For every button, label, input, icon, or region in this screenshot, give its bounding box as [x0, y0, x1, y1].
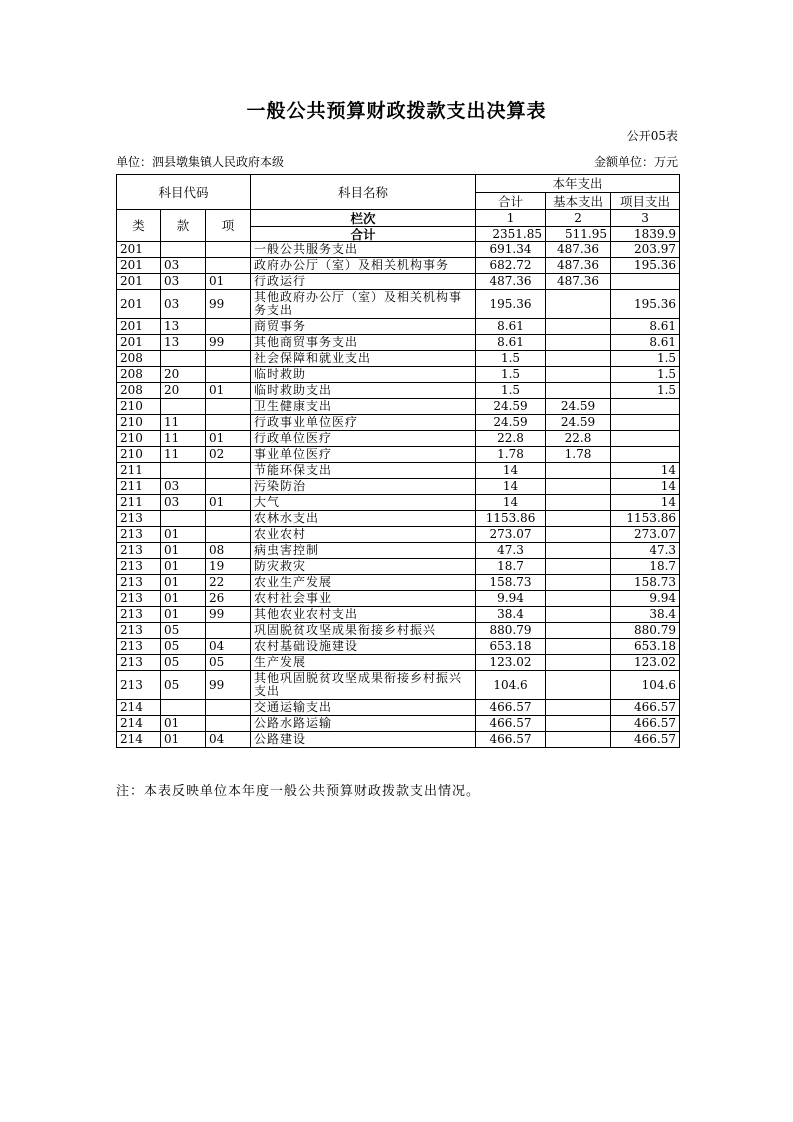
- name-cell: 卫生健康支出: [251, 399, 476, 415]
- basic-cell: [546, 655, 611, 671]
- project-cell: 1.5: [611, 383, 680, 399]
- kuan-cell: 05: [161, 671, 206, 700]
- project-cell: 158.73: [611, 575, 680, 591]
- xiang-cell: 01: [206, 431, 251, 447]
- xiang-cell: [206, 463, 251, 479]
- table-row: [117, 431, 680, 447]
- kuan-cell: 01: [161, 591, 206, 607]
- basic-cell: [546, 383, 611, 399]
- total-cell: 682.72: [476, 258, 546, 274]
- table-row: [117, 479, 680, 495]
- lei-cell: 201: [117, 335, 161, 351]
- total-cell: 880.79: [476, 623, 546, 639]
- name-cell: 行政事业单位医疗: [251, 415, 476, 431]
- basic-cell: [546, 716, 611, 732]
- basic-cell: [546, 639, 611, 655]
- total-cell: 18.7: [476, 559, 546, 575]
- project-cell: 1.5: [611, 351, 680, 367]
- lei-cell: 213: [117, 527, 161, 543]
- xiang-cell: 04: [206, 732, 251, 748]
- total-cell: 24.59: [476, 415, 546, 431]
- basic-cell: 487.36: [546, 242, 611, 258]
- xiang-cell: 99: [206, 607, 251, 623]
- basic-cell: [546, 367, 611, 383]
- xiang-cell: [206, 258, 251, 274]
- xiang-cell: 22: [206, 575, 251, 591]
- table-row: [117, 274, 680, 290]
- lei-cell: 201: [117, 258, 161, 274]
- total-cell: 1153.86: [476, 511, 546, 527]
- name-cell: 其他农业农村支出: [251, 607, 476, 623]
- col-index-3: 3: [611, 210, 680, 227]
- lei-cell: 213: [117, 575, 161, 591]
- xiang-cell: 05: [206, 655, 251, 671]
- table-row: [117, 511, 680, 527]
- table-row: [117, 383, 680, 399]
- header-project: 项目支出: [611, 193, 680, 210]
- total-cell: 8.61: [476, 335, 546, 351]
- xiang-cell: [206, 242, 251, 258]
- kuan-cell: 01: [161, 543, 206, 559]
- kuan-cell: 03: [161, 274, 206, 290]
- xiang-cell: [206, 351, 251, 367]
- table-row: [117, 415, 680, 431]
- page-title: 一般公共预算财政拨款支出决算表: [246, 100, 547, 122]
- project-cell: 195.36: [611, 258, 680, 274]
- name-cell: 行政单位医疗: [251, 431, 476, 447]
- project-cell: [611, 274, 680, 290]
- lei-cell: 211: [117, 479, 161, 495]
- xiang-cell: 19: [206, 559, 251, 575]
- total-cell: 1.5: [476, 383, 546, 399]
- total-cell: 466.57: [476, 732, 546, 748]
- lei-cell: 210: [117, 415, 161, 431]
- lei-cell: 213: [117, 623, 161, 639]
- col-index-2: 2: [546, 210, 611, 227]
- basic-cell: [546, 319, 611, 335]
- kuan-cell: 01: [161, 607, 206, 623]
- total-cell: 273.07: [476, 527, 546, 543]
- name-cell: 农业农村: [251, 527, 476, 543]
- name-cell: 交通运输支出: [251, 700, 476, 716]
- xiang-cell: [206, 367, 251, 383]
- total-cell: 1.5: [476, 351, 546, 367]
- kuan-cell: 05: [161, 655, 206, 671]
- lei-cell: 213: [117, 511, 161, 527]
- kuan-cell: 05: [161, 623, 206, 639]
- total-cell: 653.18: [476, 639, 546, 655]
- project-cell: 203.97: [611, 242, 680, 258]
- xiang-cell: 01: [206, 495, 251, 511]
- basic-cell: [546, 463, 611, 479]
- lei-cell: 208: [117, 383, 161, 399]
- kuan-cell: 03: [161, 495, 206, 511]
- project-cell: [611, 447, 680, 463]
- header-kuan: 款: [161, 210, 206, 242]
- xiang-cell: [206, 527, 251, 543]
- kuan-cell: 01: [161, 559, 206, 575]
- name-cell: 公路水路运输: [251, 716, 476, 732]
- kuan-cell: [161, 399, 206, 415]
- project-cell: 18.7: [611, 559, 680, 575]
- xiang-cell: [206, 415, 251, 431]
- lei-cell: 208: [117, 367, 161, 383]
- kuan-cell: 03: [161, 479, 206, 495]
- xiang-cell: 99: [206, 671, 251, 700]
- project-cell: 8.61: [611, 335, 680, 351]
- basic-cell: [546, 479, 611, 495]
- name-cell: 政府办公厅（室）及相关机构事务: [251, 258, 476, 274]
- total-cell: 487.36: [476, 274, 546, 290]
- expenditure-table: [116, 174, 680, 748]
- name-cell: 事业单位医疗: [251, 447, 476, 463]
- table-row: [117, 623, 680, 639]
- name-cell: 生产发展: [251, 655, 476, 671]
- table-row: [117, 447, 680, 463]
- table-row: [117, 335, 680, 351]
- kuan-cell: [161, 351, 206, 367]
- name-cell: 其他政府办公厅（室）及相关机构事务支出: [251, 290, 476, 319]
- total-cell: 123.02: [476, 655, 546, 671]
- xiang-cell: 99: [206, 290, 251, 319]
- project-cell: 1.5: [611, 367, 680, 383]
- table-row: [117, 671, 680, 700]
- table-row: [117, 319, 680, 335]
- header-basic: 基本支出: [546, 193, 611, 210]
- total-cell: 1.78: [476, 447, 546, 463]
- basic-cell: 24.59: [546, 415, 611, 431]
- kuan-cell: 20: [161, 383, 206, 399]
- xiang-cell: 99: [206, 335, 251, 351]
- total-cell: 195.36: [476, 290, 546, 319]
- lei-cell: 210: [117, 431, 161, 447]
- lei-cell: 213: [117, 543, 161, 559]
- header-code-group: 科目代码: [117, 175, 251, 210]
- xiang-cell: [206, 319, 251, 335]
- xiang-cell: [206, 399, 251, 415]
- lei-cell: 201: [117, 242, 161, 258]
- sum-total: 2351.85: [476, 227, 546, 242]
- lei-cell: 213: [117, 671, 161, 700]
- table-row: [117, 258, 680, 274]
- kuan-cell: 11: [161, 415, 206, 431]
- name-cell: 社会保障和就业支出: [251, 351, 476, 367]
- basic-cell: [546, 575, 611, 591]
- lei-cell: 213: [117, 639, 161, 655]
- name-cell: 行政运行: [251, 274, 476, 290]
- kuan-cell: [161, 463, 206, 479]
- name-cell: 临时救助支出: [251, 383, 476, 399]
- name-cell: 农村社会事业: [251, 591, 476, 607]
- lei-cell: 201: [117, 274, 161, 290]
- kuan-cell: 05: [161, 639, 206, 655]
- total-cell: 14: [476, 495, 546, 511]
- total-cell: 14: [476, 479, 546, 495]
- project-cell: [611, 399, 680, 415]
- table-row: [117, 716, 680, 732]
- basic-cell: [546, 290, 611, 319]
- table-row: [117, 495, 680, 511]
- name-cell: 污染防治: [251, 479, 476, 495]
- name-cell: 商贸事务: [251, 319, 476, 335]
- kuan-cell: 03: [161, 290, 206, 319]
- name-cell: 节能环保支出: [251, 463, 476, 479]
- table-code: 公开05表: [626, 129, 678, 143]
- name-cell: 临时救助: [251, 367, 476, 383]
- total-cell: 22.8: [476, 431, 546, 447]
- basic-cell: 24.59: [546, 399, 611, 415]
- kuan-cell: 03: [161, 258, 206, 274]
- total-cell: 9.94: [476, 591, 546, 607]
- kuan-cell: 11: [161, 447, 206, 463]
- xiang-cell: [206, 479, 251, 495]
- project-cell: 466.57: [611, 700, 680, 716]
- project-cell: 273.07: [611, 527, 680, 543]
- header-name: 科目名称: [251, 175, 476, 210]
- total-cell: 1.5: [476, 367, 546, 383]
- lei-cell: 214: [117, 700, 161, 716]
- kuan-cell: 13: [161, 335, 206, 351]
- project-cell: 123.02: [611, 655, 680, 671]
- total-cell: 158.73: [476, 575, 546, 591]
- total-cell: 466.57: [476, 700, 546, 716]
- basic-cell: 22.8: [546, 431, 611, 447]
- table-row: [117, 732, 680, 748]
- name-cell: 公路建设: [251, 732, 476, 748]
- lei-cell: 208: [117, 351, 161, 367]
- project-cell: 14: [611, 495, 680, 511]
- xiang-cell: [206, 623, 251, 639]
- project-cell: 14: [611, 463, 680, 479]
- name-cell: 农村基础设施建设: [251, 639, 476, 655]
- header-lanci: 栏次: [251, 210, 476, 227]
- total-cell: 38.4: [476, 607, 546, 623]
- kuan-cell: 13: [161, 319, 206, 335]
- sum-label: 合计: [251, 227, 476, 242]
- project-cell: 880.79: [611, 623, 680, 639]
- name-cell: 农林水支出: [251, 511, 476, 527]
- basic-cell: [546, 559, 611, 575]
- table-row: [117, 290, 680, 319]
- table-row: [117, 351, 680, 367]
- xiang-cell: 01: [206, 274, 251, 290]
- kuan-cell: 01: [161, 527, 206, 543]
- basic-cell: [546, 527, 611, 543]
- table-row: [117, 575, 680, 591]
- xiang-cell: [206, 716, 251, 732]
- total-cell: 691.34: [476, 242, 546, 258]
- basic-cell: [546, 591, 611, 607]
- kuan-cell: 01: [161, 575, 206, 591]
- basic-cell: 1.78: [546, 447, 611, 463]
- total-cell: 104.6: [476, 671, 546, 700]
- lei-cell: 213: [117, 559, 161, 575]
- basic-cell: [546, 671, 611, 700]
- project-cell: 8.61: [611, 319, 680, 335]
- lei-cell: 214: [117, 732, 161, 748]
- kuan-cell: 20: [161, 367, 206, 383]
- name-cell: 一般公共服务支出: [251, 242, 476, 258]
- basic-cell: 487.36: [546, 258, 611, 274]
- header-year-group: 本年支出: [476, 175, 680, 193]
- name-cell: 巩固脱贫攻坚成果衔接乡村振兴: [251, 623, 476, 639]
- table-row: [117, 242, 680, 258]
- kuan-cell: 01: [161, 716, 206, 732]
- table-row: [117, 527, 680, 543]
- name-cell: 其他商贸事务支出: [251, 335, 476, 351]
- project-cell: 1153.86: [611, 511, 680, 527]
- xiang-cell: 04: [206, 639, 251, 655]
- table-row: [117, 399, 680, 415]
- lei-cell: 210: [117, 447, 161, 463]
- unit-label: 单位：泗县墩集镇人民政府本级: [116, 155, 285, 169]
- lei-cell: 211: [117, 463, 161, 479]
- header-total: 合计: [476, 193, 546, 210]
- project-cell: [611, 415, 680, 431]
- total-cell: 8.61: [476, 319, 546, 335]
- project-cell: 104.6: [611, 671, 680, 700]
- kuan-cell: [161, 700, 206, 716]
- basic-cell: [546, 335, 611, 351]
- basic-cell: [546, 700, 611, 716]
- project-cell: 38.4: [611, 607, 680, 623]
- total-cell: 47.3: [476, 543, 546, 559]
- col-index-1: 1: [476, 210, 546, 227]
- xiang-cell: 08: [206, 543, 251, 559]
- name-cell: 其他巩固脱贫攻坚成果衔接乡村振兴支出: [251, 671, 476, 700]
- xiang-cell: 02: [206, 447, 251, 463]
- lei-cell: 210: [117, 399, 161, 415]
- project-cell: 466.57: [611, 716, 680, 732]
- lei-cell: 214: [117, 716, 161, 732]
- basic-cell: [546, 732, 611, 748]
- table-row: [117, 700, 680, 716]
- amount-unit-label: 金额单位：万元: [593, 155, 678, 169]
- header-lei: 类: [117, 210, 161, 242]
- table-row: [117, 463, 680, 479]
- project-cell: 195.36: [611, 290, 680, 319]
- kuan-cell: [161, 511, 206, 527]
- lei-cell: 213: [117, 607, 161, 623]
- project-cell: 466.57: [611, 732, 680, 748]
- sum-basic: 511.95: [546, 227, 611, 242]
- kuan-cell: [161, 242, 206, 258]
- name-cell: 防灾救灾: [251, 559, 476, 575]
- basic-cell: [546, 351, 611, 367]
- basic-cell: [546, 623, 611, 639]
- project-cell: 653.18: [611, 639, 680, 655]
- project-cell: 9.94: [611, 591, 680, 607]
- xiang-cell: [206, 700, 251, 716]
- xiang-cell: 26: [206, 591, 251, 607]
- table-row: [117, 559, 680, 575]
- basic-cell: [546, 543, 611, 559]
- kuan-cell: 01: [161, 732, 206, 748]
- name-cell: 大气: [251, 495, 476, 511]
- sum-project: 1839.9: [611, 227, 680, 242]
- basic-cell: 487.36: [546, 274, 611, 290]
- project-cell: 47.3: [611, 543, 680, 559]
- kuan-cell: 11: [161, 431, 206, 447]
- footnote: 注：本表反映单位本年度一般公共预算财政拨款支出情况。: [116, 784, 481, 799]
- total-cell: 466.57: [476, 716, 546, 732]
- project-cell: 14: [611, 479, 680, 495]
- basic-cell: [546, 511, 611, 527]
- lei-cell: 201: [117, 319, 161, 335]
- table-row: [117, 607, 680, 623]
- basic-cell: [546, 495, 611, 511]
- total-cell: 14: [476, 463, 546, 479]
- project-cell: [611, 431, 680, 447]
- name-cell: 病虫害控制: [251, 543, 476, 559]
- total-cell: 24.59: [476, 399, 546, 415]
- xiang-cell: 01: [206, 383, 251, 399]
- lei-cell: 201: [117, 290, 161, 319]
- table-row: [117, 543, 680, 559]
- header-xiang: 项: [206, 210, 251, 242]
- name-cell: 农业生产发展: [251, 575, 476, 591]
- table-row: [117, 655, 680, 671]
- table-row: [117, 591, 680, 607]
- lei-cell: 211: [117, 495, 161, 511]
- table-row: [117, 367, 680, 383]
- lei-cell: 213: [117, 655, 161, 671]
- lei-cell: 213: [117, 591, 161, 607]
- table-row: [117, 639, 680, 655]
- xiang-cell: [206, 511, 251, 527]
- basic-cell: [546, 607, 611, 623]
